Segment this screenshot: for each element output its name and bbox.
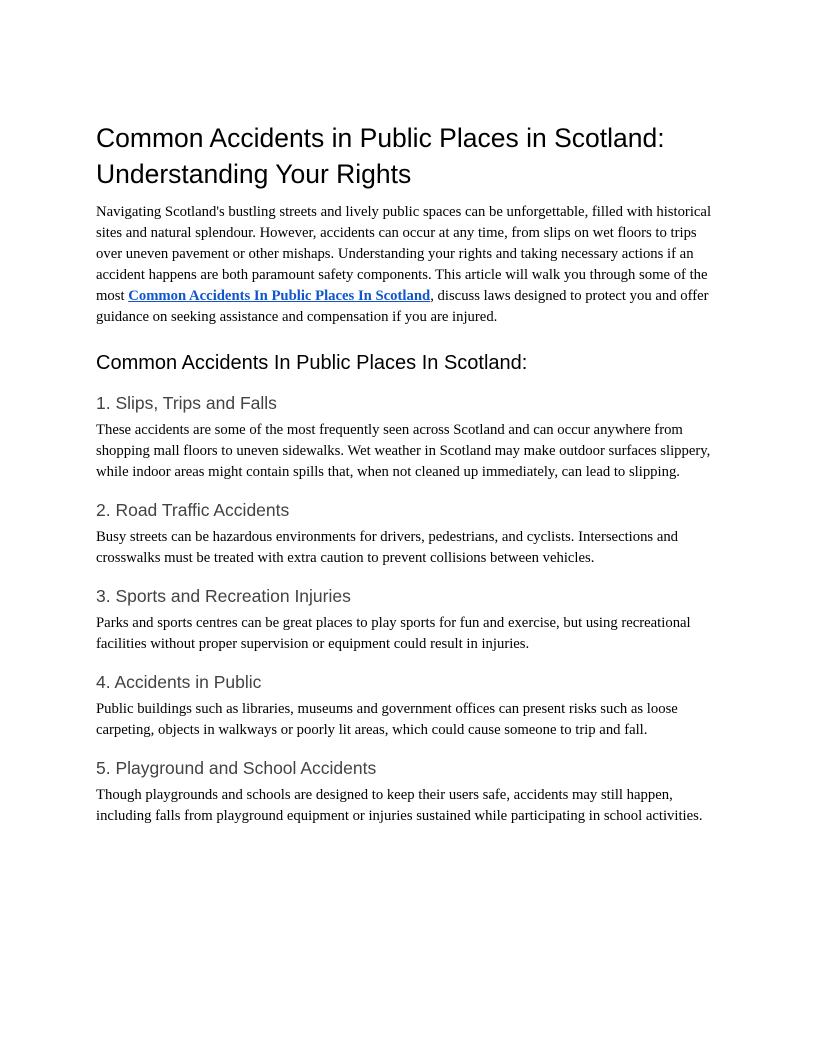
intro-text-before-link: Navigating Scotland's bustling streets and lively public spaces can be unforgettable, filled with historical sites and natural splendour. However, accidents can occur at any time, from slips on wet floors to trips over uneven pavement or other mishaps. Understanding your rights and taking necessary actions if an accident happens are both paramount safety components. This article will walk you through some of the most (96, 204, 712, 304)
section-body: Busy streets can be hazardous environments for drivers, pedestrians, and cyclists. Intersections and crosswalks must be treated with extra caution to prevent collisions between vehicles. (96, 529, 679, 566)
document-page (96, 120, 720, 843)
section-accidents-in-public (96, 671, 720, 741)
section-title: 3. Sports and Recreation Injuries (96, 586, 351, 606)
document-title: Common Accidents in Public Places in Scotland: Understanding Your Rights (96, 123, 665, 189)
section-playground-school (96, 757, 720, 827)
intro-text-after-link: , discuss laws designed to protect you and offer guidance on seeking assistance and compensation if you are injured. (96, 288, 709, 325)
section-sports-recreation (96, 585, 720, 655)
section-title: 2. Road Traffic Accidents (96, 500, 290, 520)
section-body: Public buildings such as libraries, museums and government offices can present risks such as loose carpeting, objects in walkways or poorly lit areas, which could cause someone to trip and fall. (96, 701, 678, 738)
section-title: 5. Playground and School Accidents (96, 758, 377, 778)
section-body: These accidents are some of the most frequently seen across Scotland and can occur anywhere from shopping mall floors to uneven sidewalks. Wet weather in Scotland may make outdoor surfaces slippery, while indoor areas might contain spills that, when not cleaned up immediately, can lead to slipping. (96, 422, 711, 480)
common-accidents-link[interactable]: Common Accidents In Public Places In Scotland (128, 288, 431, 304)
section-road-traffic (96, 499, 720, 569)
section-slips-trips-falls (96, 392, 720, 483)
section-title: 4. Accidents in Public (96, 672, 262, 692)
section-body: Parks and sports centres can be great places to play sports for fun and exercise, but using recreational facilities without proper supervision or equipment could result in injuries. (96, 615, 691, 652)
section-heading: Common Accidents In Public Places In Scotland: (96, 352, 528, 374)
section-title: 1. Slips, Trips and Falls (96, 393, 277, 413)
section-body: Though playgrounds and schools are designed to keep their users safe, accidents may still happen, including falls from playground equipment or injuries sustained while participating in school activities. (96, 787, 703, 824)
intro-paragraph (96, 202, 720, 328)
